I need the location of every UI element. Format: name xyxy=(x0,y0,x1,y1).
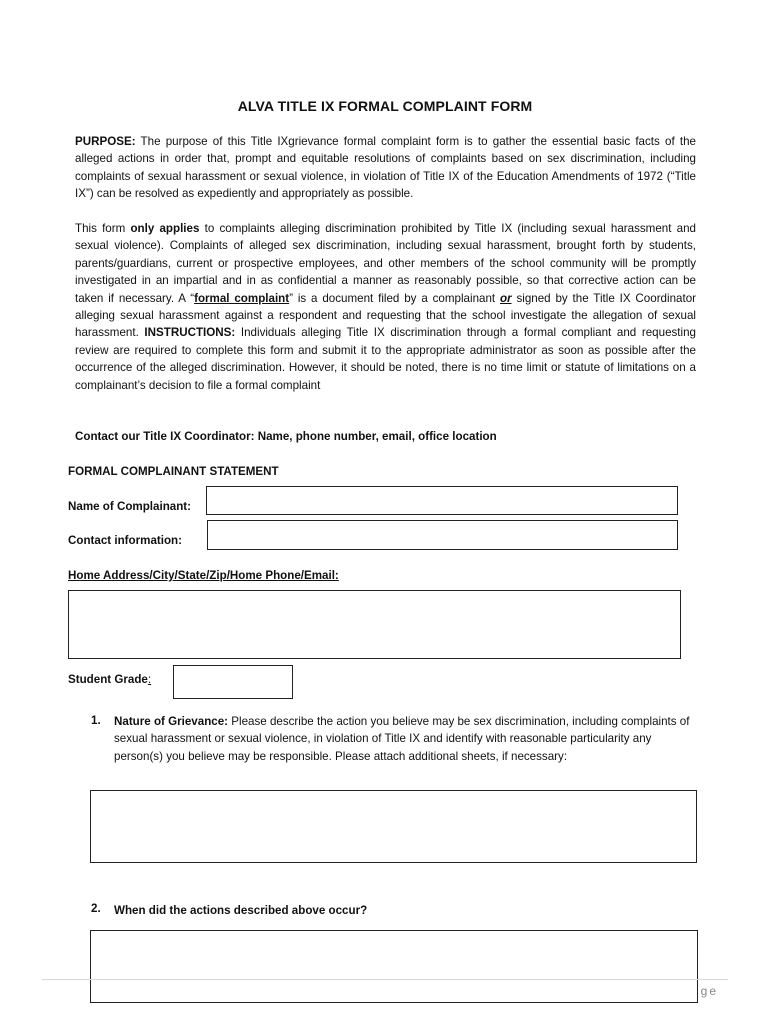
scope-only-applies: only applies xyxy=(130,222,200,235)
name-label: Name of Complainant: xyxy=(68,500,192,513)
address-label: Home Address/City/State/Zip/Home Phone/Email: xyxy=(68,569,339,582)
scope-or: or xyxy=(500,291,512,305)
question-2-number: 2. xyxy=(91,902,101,915)
form-title: ALVA TITLE IX FORMAL COMPLAINT FORM xyxy=(237,98,533,114)
name-input[interactable] xyxy=(206,486,678,515)
question-1-number: 1. xyxy=(91,714,101,727)
instructions-text: Individuals alleging Title IX discrimination through a formal compliant and requesting review are required to complete this form and submit it to the appropriate administrator as soon as possible after the occurrence of the alleged discrimination. However, it should be noted, there is no time limit or statute of limitations on a complainant’s decision to file a formal complaint xyxy=(75,326,697,392)
page-footer-text: ge xyxy=(700,984,718,998)
address-input[interactable] xyxy=(68,590,681,659)
question-2-text: When did the actions described above occur? xyxy=(114,904,368,917)
instructions-label: INSTRUCTIONS: xyxy=(144,326,236,340)
statement-header: FORMAL COMPLAINANT STATEMENT xyxy=(68,465,279,478)
question-1-body: Please describe the action you believe may be sex discrimination, including complaints of sexual harassment or sexual violence, in violation of Title IX and identify with reasonable particularity any person(s) you believe may be responsible. Please attach additional sheets, if necessary: xyxy=(114,715,690,763)
question-1-text xyxy=(114,713,699,765)
footer-divider xyxy=(42,979,728,980)
scope-text-1: This form xyxy=(75,222,131,235)
purpose-label: PURPOSE: xyxy=(75,135,136,148)
contact-input[interactable] xyxy=(207,520,678,550)
grievance-input[interactable] xyxy=(90,790,697,863)
occurrence-input[interactable] xyxy=(90,930,698,1003)
grade-colon: : xyxy=(147,673,152,686)
grade-label: Student Grade xyxy=(68,673,148,686)
question-1-bold: Nature of Grievance: xyxy=(114,715,229,728)
grade-input[interactable] xyxy=(173,665,293,699)
purpose-text: The purpose of this Title IXgrievance formal complaint form is to gather the essential basic facts of the alleged actions in order that, prompt and equitable resolutions of complaints based on sex discrimination, including complaints of sexual harassment or sexual violence, in violation of Title IX of the Education Amendments of 1972 (“Title IX”) can be resolved as expediently and appropriately as possible. xyxy=(75,135,696,201)
grade-label-wrap xyxy=(68,673,151,686)
scope-text-5: ” is a document filed by a complainant xyxy=(289,291,500,305)
scope-text-7: signed by the Title IX Coordinator alleging sexual harassment against a respondent and requesting that the school investigate the allegation of sexual harassment. xyxy=(75,291,697,340)
scope-text-3: to complaints alleging discrimination prohibited by Title IX (including sexual harassment and sexual violence). Complaints of alleged sex discrimination, including sexual harassment, brought forth by students, parents/guardians, current or prospective employees, and other members of the school community will be promptly investigated in an impartial and in as confidential a manner as reasonably possible, so that corrective action can be taken if necessary. A “ xyxy=(75,222,696,305)
contact-label: Contact information: xyxy=(68,534,182,547)
scope-paragraph xyxy=(75,220,696,394)
coordinator-contact-line: Contact our Title IX Coordinator: Name, phone number, email, office location xyxy=(75,430,497,443)
purpose-paragraph xyxy=(75,133,696,203)
scope-formal-complaint: formal complaint xyxy=(194,291,290,305)
